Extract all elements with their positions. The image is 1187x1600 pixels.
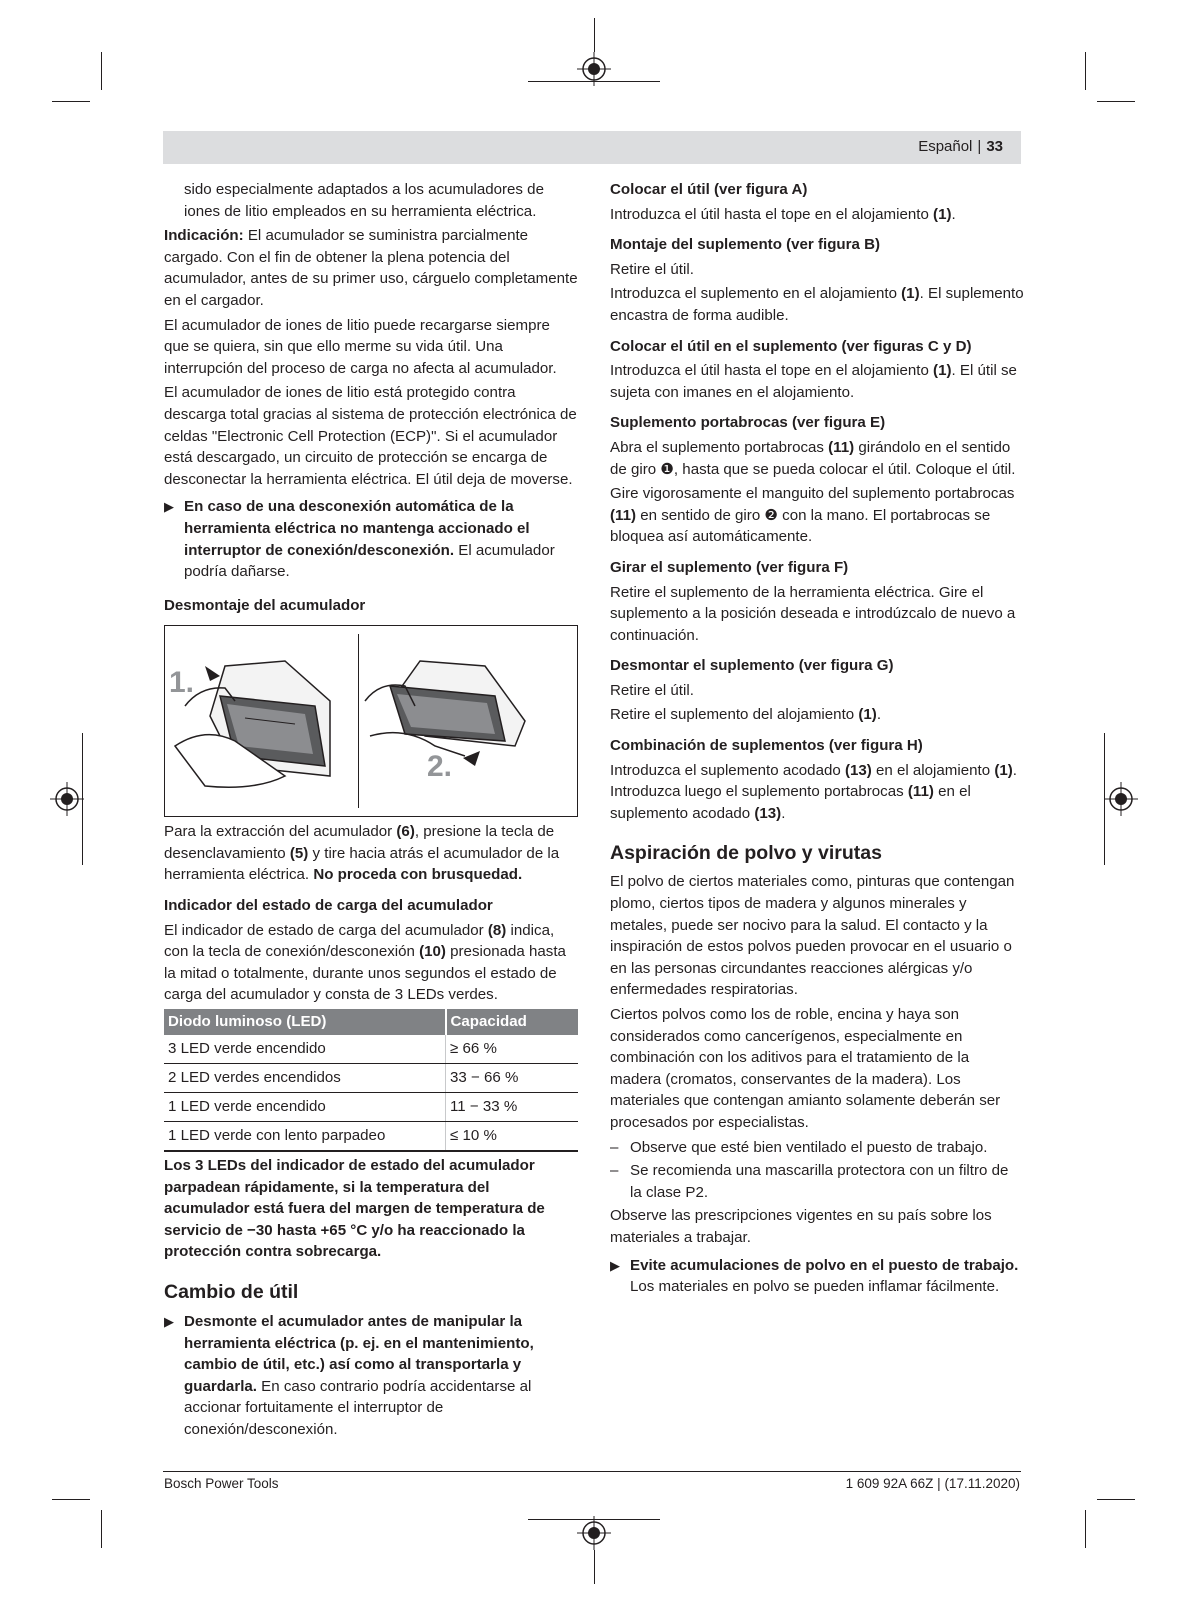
paragraph <box>610 283 1024 326</box>
dash-bullet: – <box>610 1138 619 1156</box>
reference: (1) <box>901 285 920 303</box>
reference: (5) <box>289 844 309 862</box>
text: Introduzca el suplemento en el alojamiento <box>610 285 902 303</box>
text: Introduzca el útil hasta el tope en el alojamiento <box>610 205 934 223</box>
warning-text: Los materiales en polvo se pueden inflamar fácilmente. <box>630 1278 1000 1296</box>
note-text: El acumulador se suministra parcialmente cargado. Con el fin de obtener la plena potencia del acumulador, antes de su primer uso, cárguelo completamente en el cargador. <box>164 227 578 309</box>
triangle-bullet-icon: ▶ <box>610 1257 620 1273</box>
reference: (6) <box>396 823 415 841</box>
footer-rule <box>163 1471 1021 1472</box>
crop-mark <box>82 733 83 865</box>
crop-mark <box>101 52 102 90</box>
paragraph <box>610 483 1024 548</box>
table-cell: 3 LED verde encendido <box>164 1035 446 1064</box>
emphasis: No proceda con brusquedad. <box>313 866 523 884</box>
section-heading: Desmontaje del acumulador <box>164 596 366 614</box>
crop-mark <box>1097 1499 1135 1500</box>
text: Retire el suplemento del alojamiento <box>610 706 859 724</box>
crop-mark <box>594 18 595 52</box>
section-heading: Suplemento portabrocas (ver figura E) <box>610 414 886 432</box>
note-label: Indicación: <box>164 227 244 245</box>
triangle-bullet-icon: ▶ <box>164 499 174 515</box>
temperature-warning: Los 3 LEDs del indicador de estado del acumulador parpadean rápidamente, si la temperatura del acumulador está fuera del margen de temperatura de servicio de −30 hasta +65 °C y/o ha reaccionado la protección contra sobrecarga. <box>164 1157 545 1261</box>
text: en el suplemento acodado <box>610 783 971 822</box>
paragraph <box>164 821 578 886</box>
text: . Introduzca luego el suplemento portabrocas <box>610 761 1017 801</box>
warning-item <box>164 1311 578 1441</box>
crop-mark <box>52 101 90 102</box>
figure-step-1: 1. <box>169 666 195 700</box>
registration-mark-icon <box>577 1516 611 1550</box>
warning-text: El acumulador podría dañarse. <box>184 541 555 581</box>
text: . <box>781 804 786 822</box>
charge-indicator-table <box>164 1009 578 1152</box>
table-header-cell: Capacidad <box>446 1009 578 1035</box>
warning-bold: En caso de una desconexión automática de la herramienta eléctrica no mantenga accionado el interruptor de conexión/desconexión. <box>184 498 530 559</box>
footer-doc-id: 1 609 92A 66Z | (17.11.2020) <box>845 1476 1020 1491</box>
page-number: 33 <box>986 138 1003 155</box>
page-header <box>163 131 1021 164</box>
section-title: Cambio de útil <box>164 1281 299 1303</box>
table-row <box>164 1064 578 1093</box>
text: . <box>951 205 956 223</box>
reference: (13) <box>844 761 872 779</box>
paragraph <box>610 704 1024 726</box>
reference: (10) <box>419 943 446 961</box>
reference: (1) <box>933 205 952 223</box>
text: en el alojamiento <box>871 761 995 779</box>
table-row <box>164 1035 578 1064</box>
figure-divider <box>358 634 359 808</box>
table-cell: ≤ 10 % <box>446 1122 578 1152</box>
paragraph: Ciertos polvos como los de roble, encina y haya son considerados como cancerígenos, especialmente en combinación con los aditivos para el tratamiento de la madera (cromatos, conservantes de la madera). Los materiales que contengan amianto solamente deberán ser procesados por especialistas. <box>610 1006 1001 1131</box>
paragraph <box>610 437 1024 480</box>
section-title: Aspiración de polvo y virutas <box>610 842 882 865</box>
crop-mark <box>528 81 660 82</box>
table-cell: 11 − 33 % <box>446 1093 578 1122</box>
section-heading: Montaje del suplemento (ver figura B) <box>610 236 881 254</box>
warning-bold: Evite acumulaciones de polvo en el puesto de trabajo. <box>630 1256 1019 1274</box>
reference: (13) <box>754 804 782 822</box>
battery-removal-figure <box>164 625 578 817</box>
paragraph: Retire el útil. <box>610 260 694 278</box>
warning-text: En caso contrario podría accidentarse al accionar fortuitamente el interruptor de conexión/desconexión. <box>184 1377 532 1438</box>
text: Para la extracción del acumulador <box>164 823 397 841</box>
table-header-row <box>164 1009 578 1035</box>
figure-step-2: 2. <box>427 750 453 784</box>
text: presionada hasta la mitad o totalmente, durante unos segundos el estado de carga del acumulador y consta de 3 LEDs verdes. <box>164 943 566 1004</box>
section-heading: Desmontar el suplemento (ver figura G) <box>610 657 894 675</box>
crop-mark <box>1104 733 1105 865</box>
reference: (1) <box>858 706 877 724</box>
list-item-text: Observe que esté bien ventilado el puesto de trabajo. <box>630 1138 988 1156</box>
text: Gire vigorosamente el manguito del suplemento portabrocas <box>610 485 1015 503</box>
section-heading: Colocar el útil en el suplemento (ver figuras C y D) <box>610 337 972 355</box>
table-cell: 33 − 66 % <box>446 1064 578 1093</box>
rotation-2-icon: ❷ <box>764 506 778 524</box>
list-item <box>610 1160 1024 1203</box>
registration-mark-icon <box>1104 782 1138 816</box>
paragraph <box>610 760 1024 825</box>
reference: (11) <box>610 506 637 524</box>
header-text <box>918 138 1003 155</box>
note-paragraph <box>164 225 578 311</box>
crop-mark <box>1085 52 1086 90</box>
battery-illustration <box>165 626 577 816</box>
reference: (1) <box>933 362 952 380</box>
crop-mark <box>594 1550 595 1584</box>
header-separator: | <box>977 138 982 155</box>
text: indica, con la tecla de conexión/desconexión <box>164 921 555 961</box>
paragraph <box>610 360 1024 403</box>
right-column <box>610 179 1024 1301</box>
list-item <box>610 1137 1024 1159</box>
crop-mark <box>1085 1510 1086 1548</box>
dash-bullet: – <box>610 1162 619 1180</box>
paragraph: El acumulador de iones de litio puede recargarse siempre que se quiera, sin que ello merme su vida útil. Una interrupción del proceso de carga no afecta al acumulador. <box>164 316 557 377</box>
table-cell: 2 LED verdes encendidos <box>164 1064 446 1093</box>
text: . El suplemento encastra de forma audible. <box>610 285 1024 324</box>
text: con la mano. El portabrocas se bloquea así automáticamente. <box>610 506 991 546</box>
table-cell: 1 LED verde encendido <box>164 1093 446 1122</box>
section-heading: Combinación de suplementos (ver figura H) <box>610 737 923 755</box>
paragraph: Retire el suplemento de la herramienta eléctrica. Gire el suplemento a la posición deseada e introdúzcalo de nuevo a continuación. <box>610 583 1016 644</box>
paragraph <box>610 204 1024 226</box>
left-column <box>164 179 578 1444</box>
text: y tire hacia atrás el acumulador de la herramienta eléctrica. <box>164 844 560 884</box>
reference: (1) <box>994 761 1013 779</box>
section-heading: Girar el suplemento (ver figura F) <box>610 558 849 576</box>
reference: (11) <box>828 438 855 456</box>
crop-mark <box>52 1499 90 1500</box>
triangle-bullet-icon: ▶ <box>164 1314 174 1329</box>
paragraph <box>164 920 578 1006</box>
text: , presione la tecla de desenclavamiento <box>164 823 555 862</box>
table-cell: ≥ 66 % <box>446 1035 578 1064</box>
text: Abra el suplemento portabrocas <box>610 438 829 456</box>
text: . El útil se sujeta con imanes en el alojamiento. <box>610 362 1017 401</box>
table-row <box>164 1122 578 1152</box>
crop-mark <box>1097 101 1135 102</box>
text: Introduzca el suplemento acodado <box>610 761 845 779</box>
rotation-1-icon: ❶ <box>660 460 674 478</box>
crop-mark <box>528 1519 660 1520</box>
warning-bold: Desmonte el acumulador antes de manipular la herramienta eléctrica (p. ej. en el mantenimiento, cambio de útil, etc.) así como al transportarla y guardarla. <box>184 1313 534 1395</box>
section-heading: Colocar el útil (ver figura A) <box>610 181 808 198</box>
section-heading: Indicador del estado de carga del acumulador <box>164 897 493 915</box>
text: , hasta que se pueda colocar el útil. Coloque el útil. <box>673 460 1016 478</box>
text: . <box>876 706 882 724</box>
paragraph: El polvo de ciertos materiales como, pinturas que contengan plomo, ciertos tipos de madera y algunos minerales y metales, puede ser nocivo para la salud. El contacto y la inspiración de estos polvos pueden provocar en el usuario o en las personas circundantes reacciones alérgicas y/o enfermedades respiratorias. <box>610 873 1015 999</box>
table-cell: 1 LED verde con lento parpadeo <box>164 1122 446 1152</box>
warning-item <box>164 496 578 582</box>
paragraph: El acumulador de iones de litio está protegido contra descarga total gracias al sistema de protección electrónica de celdas "Electronic Cell Protection (ECP)". Si el acumulador está descargado, un circuito de protección se encarga de desconectar la herramienta eléctrica. El útil deja de moverse. <box>164 384 577 488</box>
warning-item <box>610 1255 1024 1298</box>
table-header-cell: Diodo luminoso (LED) <box>164 1009 446 1035</box>
text: girándolo en el sentido de giro <box>610 438 1011 478</box>
reference: (8) <box>487 921 507 939</box>
text: El indicador de estado de carga del acumulador <box>164 921 488 939</box>
list-item-text: Se recomienda una mascarilla protectora con un filtro de la clase P2. <box>630 1162 1009 1201</box>
footer-brand: Bosch Power Tools <box>164 1476 279 1491</box>
text: en sentido de giro <box>636 506 765 524</box>
reference: (11) <box>907 783 934 801</box>
text: Introduzca el útil hasta el tope en el alojamiento <box>610 362 934 380</box>
paragraph: sido especialmente adaptados a los acumuladores de iones de litio empleados en su herramienta eléctrica. <box>184 181 544 220</box>
table-row <box>164 1093 578 1122</box>
registration-mark-icon <box>50 782 84 816</box>
paragraph: Observe las prescripciones vigentes en su país sobre los materiales a trabajar. <box>610 1207 992 1246</box>
header-section: Español <box>918 138 973 155</box>
crop-mark <box>101 1510 102 1548</box>
paragraph: Retire el útil. <box>610 681 694 699</box>
